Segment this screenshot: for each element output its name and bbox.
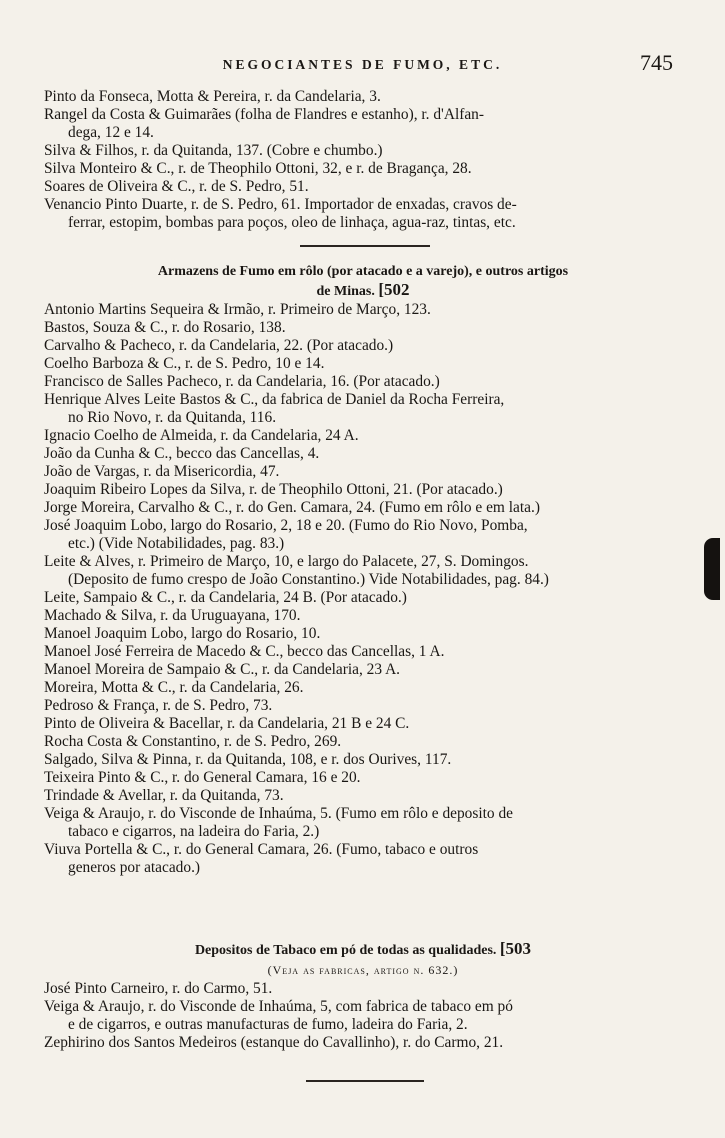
end-rule: [306, 1080, 424, 1082]
entry-line: Carvalho & Pacheco, r. da Candelaria, 22. (Por atacado.): [44, 337, 394, 354]
entry-line: Manoel Moreira de Sampaio & C., r. da Candelaria, 23 A.: [44, 661, 401, 678]
directory-entry: [44, 88, 682, 106]
running-header: NEGOCIANTES DE FUMO, ETC.: [222, 57, 503, 72]
page-number: 745: [640, 50, 673, 75]
entry-line: Pinto da Fonseca, Motta & Pereira, r. da Candelaria, 3.: [44, 88, 381, 105]
entry-line: Venancio Pinto Duarte, r. de S. Pedro, 61. Importador de enxadas, cravos de-: [44, 196, 517, 213]
directory-entry: [44, 463, 682, 481]
entry-line: José Pinto Carneiro, r. do Carmo, 51.: [44, 980, 273, 997]
entry-line: Viuva Portella & C., r. do General Camara, 26. (Fumo, tabaco e outros: [44, 841, 479, 858]
section-heading-line2: [54, 281, 672, 301]
directory-entry: [44, 787, 682, 805]
entry-line: Ignacio Coelho de Almeida, r. da Candelaria, 24 A.: [44, 427, 359, 444]
section-importers: [44, 88, 682, 232]
directory-entry: [44, 517, 682, 553]
directory-entry: [44, 841, 682, 877]
section-heading: [44, 940, 682, 960]
entry-line: Leite, Sampaio & C., r. da Candelaria, 24 B. (Por atacado.): [44, 589, 407, 606]
section-heading-text: Depositos de Tabaco em pó de todas as qualidades.: [194, 943, 497, 958]
entry-line: Joaquim Ribeiro Lopes da Silva, r. de Theophilo Ottoni, 21. (Por atacado.): [44, 481, 503, 498]
directory-entry: [44, 697, 682, 715]
directory-entry: [44, 625, 682, 643]
directory-entry: [44, 715, 682, 733]
entry-list: [44, 301, 682, 877]
entry-line: Rangel da Costa & Guimarães (folha de Flandres e estanho), r. d'Alfan-: [44, 106, 484, 123]
section-heading-line1: Armazens de Fumo em rôlo (por atacado e a varejo), e outros artigos: [157, 264, 569, 279]
directory-entry: [44, 337, 682, 355]
entry-continuation: tabaco e cigarros, na ladeira do Faria, 2.): [68, 823, 320, 840]
entry-line: Machado & Silva, r. da Uruguayana, 170.: [44, 607, 301, 624]
entry-line: Bastos, Souza & C., r. do Rosario, 138.: [44, 319, 286, 336]
entry-line: Teixeira Pinto & C., r. do General Camara, 16 e 20.: [44, 769, 361, 786]
page-edge-shadow: [704, 538, 720, 600]
directory-entry: [44, 733, 682, 751]
directory-entry: [44, 481, 682, 499]
directory-entry: [44, 319, 682, 337]
entry-line: Rocha Costa & Constantino, r. de S. Pedro, 269.: [44, 733, 342, 750]
entry-line: Zephirino dos Santos Medeiros (estanque do Cavallinho), r. do Carmo, 21.: [44, 1034, 504, 1051]
entry-line: Jorge Moreira, Carvalho & C., r. do Gen. Camara, 24. (Fumo em rôlo e em lata.): [44, 499, 540, 516]
entry-line: Silva & Filhos, r. da Quitanda, 137. (Cobre e chumbo.): [44, 142, 383, 159]
directory-entry: [44, 301, 682, 319]
directory-entry: [44, 178, 682, 196]
entry-line: Manoel José Ferreira de Macedo & C., becco das Cancellas, 1 A.: [44, 643, 445, 660]
directory-entry: [44, 769, 682, 787]
entry-continuation: generos por atacado.): [68, 859, 201, 876]
entry-continuation: no Rio Novo, r. da Quitanda, 116.: [68, 409, 277, 426]
directory-entry: [44, 373, 682, 391]
entry-continuation: ferrar, estopim, bombas para poços, oleo de linhaça, agua-raz, tintas, etc.: [68, 214, 516, 231]
entry-continuation: (Deposito de fumo crespo de João Constantino.) Vide Notabilidades, pag. 84.): [68, 571, 549, 588]
entry-line: Moreira, Motta & C., r. da Candelaria, 26.: [44, 679, 304, 696]
entry-line: Francisco de Salles Pacheco, r. da Candelaria, 16. (Por atacado.): [44, 373, 440, 390]
entry-line: Pinto de Oliveira & Bacellar, r. da Candelaria, 21 B e 24 C.: [44, 715, 410, 732]
entry-line: Veiga & Araujo, r. do Visconde de Inhaúma, 5, com fabrica de tabaco em pó: [44, 998, 513, 1015]
entry-line: João de Vargas, r. da Misericordia, 47.: [44, 463, 280, 480]
entry-line: Manoel Joaquim Lobo, largo do Rosario, 10.: [44, 625, 321, 642]
directory-entry: [44, 998, 682, 1034]
section-ref: [503: [499, 939, 532, 958]
entry-continuation: dega, 12 e 14.: [68, 124, 154, 141]
directory-entry: [44, 142, 682, 160]
directory-entry: [44, 661, 682, 679]
directory-entry: [44, 1034, 682, 1052]
entry-continuation: e de cigarros, e outras manufacturas de fumo, ladeira do Faria, 2.: [68, 1016, 468, 1033]
entry-line: Pedroso & França, r. de S. Pedro, 73.: [44, 697, 273, 714]
directory-entry: [44, 499, 682, 517]
entry-line: José Joaquim Lobo, largo do Rosario, 2, 18 e 20. (Fumo do Rio Novo, Pomba,: [44, 517, 528, 534]
entry-line: Trindade & Avellar, r. da Quitanda, 73.: [44, 787, 284, 804]
directory-entry: [44, 196, 682, 232]
section-ref: [502: [378, 280, 410, 299]
entry-line: Silva Monteiro & C., r. de Theophilo Ottoni, 32, e r. de Bragança, 28.: [44, 160, 472, 177]
directory-entry: [44, 980, 682, 998]
entry-line: Salgado, Silva & Pinna, r. da Quitanda, 108, e r. dos Ourives, 117.: [44, 751, 452, 768]
entry-line: Antonio Martins Sequeira & Irmão, r. Primeiro de Março, 123.: [44, 301, 431, 318]
entry-line: Coelho Barboza & C., r. de S. Pedro, 10 e 14.: [44, 355, 325, 372]
entry-line: Soares de Oliveira & C., r. de S. Pedro, 51.: [44, 178, 309, 195]
directory-entry: [44, 106, 682, 142]
entry-line: Henrique Alves Leite Bastos & C., da fabrica de Daniel da Rocha Ferreira,: [44, 391, 505, 408]
directory-entry: [44, 679, 682, 697]
section-armazens: [44, 263, 682, 877]
entry-line: João da Cunha & C., becco das Cancellas, 4.: [44, 445, 320, 462]
directory-entry: [44, 355, 682, 373]
section-divider: [300, 245, 430, 247]
section-tabaco: [44, 940, 682, 1052]
directory-entry: [44, 589, 682, 607]
directory-entry: [44, 805, 682, 841]
section-heading: [44, 263, 682, 301]
directory-entry: [44, 643, 682, 661]
directory-entry: [44, 391, 682, 427]
entry-line: Leite & Alves, r. Primeiro de Março, 10, e largo do Palacete, 27, S. Domingos.: [44, 553, 529, 570]
directory-entry: [44, 427, 682, 445]
entry-continuation: etc.) (Vide Notabilidades, pag. 83.): [68, 535, 285, 552]
directory-entry: [44, 445, 682, 463]
section-subheading: (Veja as fabricas, artigo n. 632.): [267, 963, 459, 977]
section-heading-line2-text: de Minas.: [316, 284, 375, 299]
entry-line: Veiga & Araujo, r. do Visconde de Inhaúma, 5. (Fumo em rôlo e deposito de: [44, 805, 513, 822]
directory-entry: [44, 160, 682, 178]
directory-entry: [44, 607, 682, 625]
entry-list: [44, 980, 682, 1052]
entry-list: [44, 88, 682, 232]
directory-entry: [44, 553, 682, 589]
directory-entry: [44, 751, 682, 769]
